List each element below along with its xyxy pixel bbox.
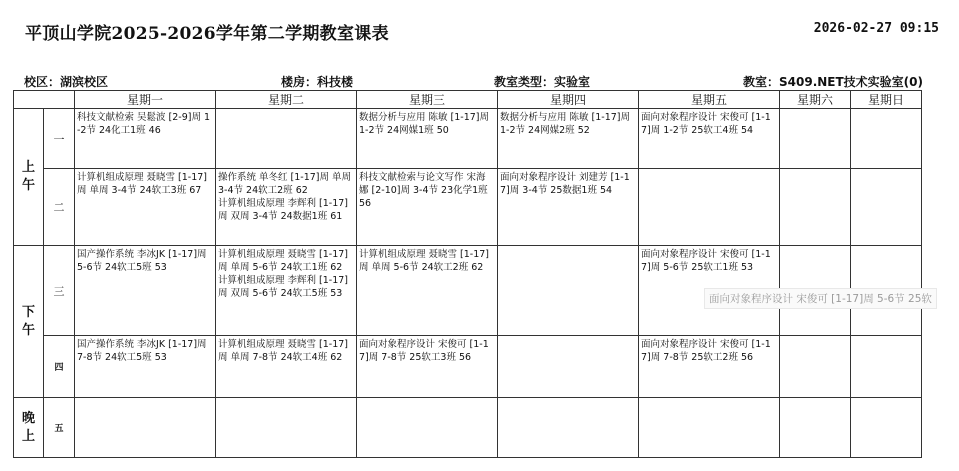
header-row	[14, 91, 922, 109]
course-entry[interactable]: 计算机组成原理 李辉利 [1-17]周 双周 5-6节 24软工5班 53	[218, 275, 349, 299]
timetable	[13, 90, 922, 458]
cell-s1-mon[interactable]: 科技文献检索 吴鬆波 [2-9]周 1-2节 24化工1班 46	[75, 109, 216, 169]
cell-s4-fri[interactable]: 面向对象程序设计 宋俊可 [1-17]周 7-8节 25软工2班 56	[639, 336, 780, 398]
cell-s5-fri[interactable]	[639, 398, 780, 458]
period-morning-text: 上午	[21, 160, 35, 193]
section-4: 四	[44, 336, 75, 398]
cell-s2-wed[interactable]: 科技文献检索与论文写作 宋海娜 [2-10]周 3-4节 23化学1班 56	[357, 169, 498, 246]
room-label: 教室：S409.NET技术实验室(0)	[743, 75, 923, 89]
cell-s5-mon[interactable]	[75, 398, 216, 458]
period-morning	[14, 109, 44, 246]
cell-s2-sat[interactable]	[780, 169, 851, 246]
room-type-label: 教室类型：实验室	[494, 75, 591, 89]
page-title: 平顶山学院2025-2026学年第二学期教室课表	[25, 24, 389, 44]
table-row	[14, 109, 922, 169]
corner-cell	[14, 91, 75, 109]
day-header-thu: 星期四	[498, 91, 639, 109]
cell-s4-thu[interactable]	[498, 336, 639, 398]
cell-s1-sun[interactable]	[851, 109, 922, 169]
section-2: 二	[44, 169, 75, 246]
campus-label: 校区：湖滨校区	[24, 75, 109, 89]
print-datetime: 2026-02-27 09:15	[813, 21, 939, 36]
period-afternoon	[14, 246, 44, 398]
cell-s5-sun[interactable]	[851, 398, 922, 458]
day-header-wed: 星期三	[357, 91, 498, 109]
cell-s2-mon[interactable]: 计算机组成原理 聂晓雪 [1-17]周 单周 3-4节 24软工3班 67	[75, 169, 216, 246]
cell-s4-mon[interactable]: 国产操作系统 李冰JK [1-17]周 7-8节 24软工5班 53	[75, 336, 216, 398]
period-afternoon-text: 下午	[21, 304, 35, 338]
cell-s3-mon[interactable]: 国产操作系统 李冰JK [1-17]周 5-6节 24软工5班 53	[75, 246, 216, 336]
cell-s4-wed[interactable]: 面向对象程序设计 宋俊可 [1-17]周 7-8节 25软工3班 56	[357, 336, 498, 398]
cell-s5-tue[interactable]	[216, 398, 357, 458]
cell-s3-tue[interactable]	[216, 246, 357, 336]
section-5: 五	[44, 398, 75, 458]
day-header-sun: 星期日	[851, 91, 922, 109]
section-1: 一	[44, 109, 75, 169]
building-label: 楼房：科技楼	[281, 75, 354, 89]
cell-s4-sat[interactable]	[780, 336, 851, 398]
cell-s1-thu[interactable]: 数据分析与应用 陈敏 [1-17]周 1-2节 24网媒2班 52	[498, 109, 639, 169]
period-evening-text: 晚上	[21, 410, 35, 444]
day-header-mon: 星期一	[75, 91, 216, 109]
cell-s5-sat[interactable]	[780, 398, 851, 458]
cell-s1-fri[interactable]: 面向对象程序设计 宋俊可 [1-17]周 1-2节 25软工4班 54	[639, 109, 780, 169]
cell-s2-thu[interactable]: 面向对象程序设计 刘建芳 [1-17]周 3-4节 25数据1班 54	[498, 169, 639, 246]
cell-s3-thu[interactable]	[498, 246, 639, 336]
day-header-sat: 星期六	[780, 91, 851, 109]
hover-tooltip: 面向对象程序设计 宋俊可 [1-17]周 5-6节 25软	[704, 288, 937, 309]
course-entry[interactable]: 计算机组成原理 李辉利 [1-17]周 双周 3-4节 24数据1班 61	[218, 198, 349, 222]
day-header-fri: 星期五	[639, 91, 780, 109]
table-row	[14, 398, 922, 458]
cell-s2-fri[interactable]	[639, 169, 780, 246]
course-entry[interactable]: 操作系统 单冬红 [1-17]周 单周 3-4节 24软工2班 62	[218, 172, 352, 196]
cell-s5-thu[interactable]	[498, 398, 639, 458]
cell-s4-sun[interactable]	[851, 336, 922, 398]
section-3: 三	[44, 246, 75, 336]
table-row	[14, 169, 922, 246]
cell-s2-tue[interactable]	[216, 169, 357, 246]
cell-s1-wed[interactable]: 数据分析与应用 陈敏 [1-17]周 1-2节 24网媒1班 50	[357, 109, 498, 169]
period-evening	[14, 398, 44, 458]
cell-s1-sat[interactable]	[780, 109, 851, 169]
cell-s4-tue[interactable]: 计算机组成原理 聂晓雪 [1-17]周 单周 7-8节 24软工4班 62	[216, 336, 357, 398]
cell-s5-wed[interactable]	[357, 398, 498, 458]
table-row	[14, 336, 922, 398]
cell-s2-sun[interactable]	[851, 169, 922, 246]
cell-s3-fri[interactable]: 面向对象程序设计 宋俊可 [1-17]周 5-6节 25软工1班 53	[639, 246, 780, 336]
day-header-tue: 星期二	[216, 91, 357, 109]
cell-s1-tue[interactable]	[216, 109, 357, 169]
course-entry[interactable]: 计算机组成原理 聂晓雪 [1-17]周 单周 5-6节 24软工1班 62	[218, 249, 349, 273]
cell-s3-wed[interactable]: 计算机组成原理 聂晓雪 [1-17]周 单周 5-6节 24软工2班 62	[357, 246, 498, 336]
